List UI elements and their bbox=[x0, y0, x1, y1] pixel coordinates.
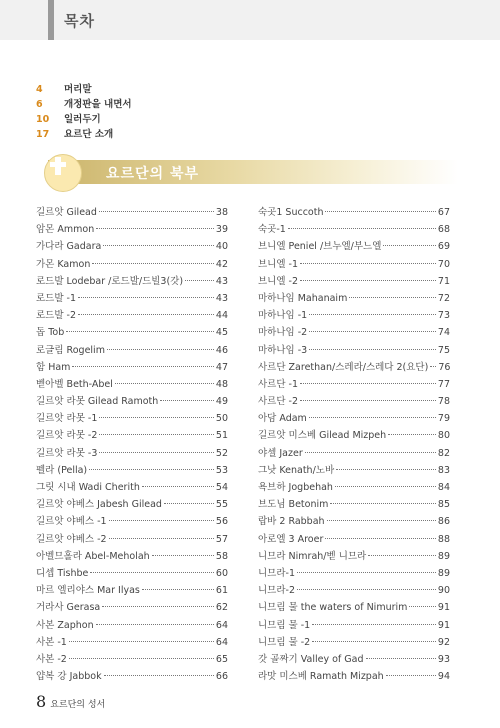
entry-title: 길르앗 라못 -2 bbox=[36, 430, 98, 442]
toc-label: 머리말 bbox=[64, 84, 92, 95]
entry-page-number: 77 bbox=[437, 378, 450, 390]
entry-title: 로글림 Rogelim bbox=[36, 344, 105, 356]
dot-leader bbox=[386, 675, 436, 676]
dot-leader bbox=[325, 538, 436, 539]
contents-entry[interactable] bbox=[258, 582, 450, 599]
entry-title: 아로엘 3 Aroer bbox=[258, 533, 324, 545]
toc-label: 일러두기 bbox=[64, 114, 101, 125]
entry-title: 브도님 Betonim bbox=[258, 499, 329, 511]
entry-page-number: 83 bbox=[437, 464, 450, 476]
contents-entry[interactable] bbox=[36, 410, 228, 427]
entry-title: 로드발 Lodebar /로드발/드빌3(갓) bbox=[36, 275, 184, 287]
dot-leader bbox=[115, 383, 214, 384]
toc-item[interactable] bbox=[36, 97, 132, 112]
entry-page-number: 47 bbox=[215, 361, 228, 373]
entry-title: 얍복 강 Jabbok bbox=[36, 671, 102, 683]
dot-leader bbox=[383, 245, 435, 246]
entry-page-number: 73 bbox=[437, 310, 450, 322]
contents-entry[interactable] bbox=[258, 634, 450, 651]
entry-page-number: 90 bbox=[437, 585, 450, 597]
dot-leader bbox=[142, 589, 214, 590]
dot-leader bbox=[300, 383, 436, 384]
contents-entry[interactable] bbox=[258, 531, 450, 548]
entry-title: 거라사 Gerasa bbox=[36, 602, 101, 614]
contents-entry[interactable] bbox=[258, 204, 450, 221]
contents-entry[interactable] bbox=[258, 290, 450, 307]
dot-leader bbox=[409, 606, 436, 607]
toc-item[interactable] bbox=[36, 82, 132, 97]
entry-title: 야셀 Jazer bbox=[258, 447, 303, 459]
dot-leader bbox=[90, 572, 214, 573]
contents-entry[interactable] bbox=[36, 496, 228, 513]
toc-item[interactable] bbox=[36, 127, 132, 142]
entry-page-number: 55 bbox=[215, 499, 228, 511]
contents-entry[interactable] bbox=[36, 342, 228, 359]
contents-entry[interactable] bbox=[36, 445, 228, 462]
entry-title: 로드발 -2 bbox=[36, 310, 77, 322]
dot-leader bbox=[327, 520, 436, 521]
dot-leader bbox=[109, 520, 214, 521]
contents-entry[interactable] bbox=[36, 290, 228, 307]
entry-title: 길르앗 라못 Gilead Ramoth bbox=[36, 396, 159, 408]
entry-page-number: 78 bbox=[437, 396, 450, 408]
contents-entry[interactable] bbox=[258, 479, 450, 496]
entry-title: 길르앗 야베스 Jabesh Gilead bbox=[36, 499, 162, 511]
contents-entry[interactable] bbox=[258, 462, 450, 479]
contents-entry[interactable] bbox=[36, 256, 228, 273]
entry-title: 갓 골짜기 Valley of Gad bbox=[258, 653, 364, 665]
entry-page-number: 85 bbox=[437, 499, 450, 511]
entry-page-number: 89 bbox=[437, 550, 450, 562]
dot-leader bbox=[78, 314, 214, 315]
entry-page-number: 43 bbox=[215, 292, 228, 304]
entry-page-number: 48 bbox=[215, 378, 228, 390]
contents-entry[interactable] bbox=[258, 359, 450, 376]
dot-leader bbox=[152, 555, 214, 556]
dot-leader bbox=[99, 211, 214, 212]
entry-title: 니므림 물 -2 bbox=[258, 636, 311, 648]
contents-entry[interactable] bbox=[258, 410, 450, 427]
contents-entry[interactable] bbox=[36, 359, 228, 376]
contents-entry[interactable] bbox=[36, 324, 228, 341]
entry-page-number: 58 bbox=[215, 550, 228, 562]
entry-title: 로드발 -1 bbox=[36, 292, 77, 304]
dot-leader bbox=[78, 297, 214, 298]
contents-entry[interactable] bbox=[258, 548, 450, 565]
dot-leader bbox=[99, 434, 214, 435]
toc-item[interactable] bbox=[36, 112, 132, 127]
toc-page-number: 17 bbox=[36, 129, 50, 140]
entry-page-number: 80 bbox=[437, 430, 450, 442]
entry-title: 숙곳1 Succoth bbox=[258, 207, 324, 218]
entry-title: 브니엘 -1 bbox=[258, 258, 299, 270]
contents-entry[interactable] bbox=[258, 273, 450, 290]
toc-page-number: 6 bbox=[36, 99, 43, 110]
entry-page-number: 68 bbox=[437, 224, 450, 236]
entry-title: 벧아벨 Beth-Abel bbox=[36, 378, 113, 390]
entry-page-number: 42 bbox=[215, 258, 228, 270]
dot-leader bbox=[69, 658, 214, 659]
entry-title: 브니엘 Peniel /브누엘/부느엘 bbox=[258, 241, 382, 253]
entry-title: 사르단 Zarethan/스레라/스레다 2(요단) bbox=[258, 361, 429, 373]
dot-leader bbox=[66, 331, 214, 332]
contents-entry[interactable] bbox=[258, 513, 450, 530]
section-banner bbox=[48, 160, 458, 184]
entry-page-number: 53 bbox=[215, 464, 228, 476]
entry-title: 사본 -2 bbox=[36, 653, 67, 665]
entry-page-number: 46 bbox=[215, 344, 228, 356]
dot-leader bbox=[325, 211, 435, 212]
dot-leader bbox=[185, 280, 214, 281]
contents-entry[interactable] bbox=[258, 599, 450, 616]
footer-book-title: 요르단의 성서 bbox=[50, 700, 106, 710]
entry-title: 길르앗 Gilead bbox=[36, 207, 97, 218]
dot-leader bbox=[335, 486, 436, 487]
entry-page-number: 71 bbox=[437, 275, 450, 287]
entry-title: 사본 -1 bbox=[36, 636, 67, 648]
dot-leader bbox=[368, 555, 436, 556]
footer-page-number: 8 bbox=[36, 692, 47, 711]
contents-entry[interactable] bbox=[36, 273, 228, 290]
entry-page-number: 84 bbox=[437, 482, 450, 493]
dot-leader bbox=[160, 400, 214, 401]
contents-column-right bbox=[258, 204, 450, 685]
entry-page-number: 65 bbox=[215, 653, 228, 665]
header-accent-stripe bbox=[48, 0, 54, 40]
contents-entry[interactable] bbox=[36, 651, 228, 668]
entry-title: 펠라 (Pella) bbox=[36, 464, 88, 476]
entry-title: 니므라 Nimrah/벧 니므라 bbox=[258, 550, 367, 562]
entry-title: 마하나임 Mahanaim bbox=[258, 292, 348, 304]
entry-page-number: 74 bbox=[437, 327, 450, 339]
dot-leader bbox=[96, 624, 214, 625]
entry-title: 길르앗 미스베 Gilead Mizpeh bbox=[258, 430, 387, 442]
contents-entry[interactable] bbox=[258, 668, 450, 685]
entry-page-number: 67 bbox=[437, 207, 450, 218]
entry-page-number: 91 bbox=[437, 619, 450, 631]
dot-leader bbox=[109, 538, 214, 539]
entry-page-number: 52 bbox=[215, 447, 228, 459]
dot-leader bbox=[99, 452, 214, 453]
contents-entry[interactable] bbox=[258, 651, 450, 668]
contents-entry[interactable] bbox=[36, 617, 228, 634]
entry-title: 랍바 2 Rabbah bbox=[258, 516, 325, 528]
entry-title: 니므림 물 -1 bbox=[258, 619, 311, 631]
entry-title: 길르앗 라못 -1 bbox=[36, 413, 98, 425]
toc-page-number: 10 bbox=[36, 114, 50, 125]
dot-leader bbox=[103, 245, 214, 246]
contents-entry[interactable] bbox=[36, 307, 228, 324]
cross-icon bbox=[44, 154, 82, 192]
dot-leader bbox=[72, 366, 213, 367]
entry-title: 가몬 Kamon bbox=[36, 258, 91, 270]
entry-title: 사르단 -1 bbox=[258, 378, 299, 390]
entry-page-number: 88 bbox=[437, 533, 450, 545]
contents-entry[interactable] bbox=[36, 565, 228, 582]
entry-page-number: 76 bbox=[438, 361, 451, 373]
dot-leader bbox=[336, 469, 436, 470]
entry-title: 마하나임 -1 bbox=[258, 310, 308, 322]
entry-title: 길르앗 야베스 -1 bbox=[36, 516, 107, 528]
entry-title: 니므라-1 bbox=[258, 567, 296, 579]
dot-leader bbox=[366, 658, 436, 659]
dot-leader bbox=[142, 486, 214, 487]
contents-entry[interactable] bbox=[36, 634, 228, 651]
contents-entry[interactable] bbox=[258, 376, 450, 393]
contents-entry[interactable] bbox=[36, 548, 228, 565]
dot-leader bbox=[309, 349, 436, 350]
entry-page-number: 44 bbox=[215, 310, 228, 322]
entry-page-number: 69 bbox=[437, 241, 450, 253]
entry-page-number: 91 bbox=[437, 602, 450, 614]
entry-title: 함 Ham bbox=[36, 361, 71, 373]
contents-entry[interactable] bbox=[36, 376, 228, 393]
contents-entry[interactable] bbox=[258, 445, 450, 462]
entry-title: 아담 Adam bbox=[258, 413, 307, 425]
page-title: 목차 bbox=[64, 12, 95, 30]
contents-entry[interactable] bbox=[258, 324, 450, 341]
dot-leader bbox=[69, 641, 214, 642]
entry-page-number: 45 bbox=[215, 327, 228, 339]
contents-entry[interactable] bbox=[36, 221, 228, 238]
entry-title: 니므라-2 bbox=[258, 585, 296, 597]
entry-title: 암몬 Ammon bbox=[36, 224, 95, 236]
entry-page-number: 92 bbox=[437, 636, 450, 648]
dot-leader bbox=[309, 314, 436, 315]
dot-leader bbox=[309, 417, 436, 418]
section-title: 요르단의 북부 bbox=[106, 166, 200, 182]
entry-page-number: 64 bbox=[215, 636, 228, 648]
page-footer bbox=[36, 692, 105, 711]
dot-leader bbox=[99, 417, 214, 418]
contents-entry[interactable] bbox=[36, 531, 228, 548]
contents-entry[interactable] bbox=[258, 427, 450, 444]
dot-leader bbox=[297, 589, 436, 590]
entry-title: 라맛 미스베 Ramath Mizpah bbox=[258, 671, 384, 683]
dot-leader bbox=[330, 503, 436, 504]
dot-leader bbox=[388, 434, 436, 435]
dot-leader bbox=[89, 469, 214, 470]
entry-page-number: 40 bbox=[215, 241, 228, 253]
entry-page-number: 70 bbox=[437, 258, 450, 270]
contents-entry[interactable] bbox=[36, 204, 228, 221]
entry-title: 길르앗 라못 -3 bbox=[36, 447, 98, 459]
entry-title: 욕브하 Jogbehah bbox=[258, 482, 333, 493]
dot-leader bbox=[349, 297, 436, 298]
entry-page-number: 66 bbox=[215, 671, 228, 683]
contents-entry[interactable] bbox=[36, 462, 228, 479]
entry-title: 숙곳-1 bbox=[258, 224, 286, 236]
contents-entry[interactable] bbox=[258, 617, 450, 634]
entry-page-number: 61 bbox=[215, 585, 228, 597]
dot-leader bbox=[305, 452, 436, 453]
entry-title: 그낫 Kenath/노바 bbox=[258, 464, 335, 476]
entry-page-number: 60 bbox=[215, 567, 228, 579]
entry-title: 디셉 Tishbe bbox=[36, 567, 89, 579]
entry-page-number: 72 bbox=[437, 292, 450, 304]
entry-page-number: 62 bbox=[215, 602, 228, 614]
contents-column-left bbox=[36, 204, 228, 685]
entry-title: 가다라 Gadara bbox=[36, 241, 102, 253]
contents-entry[interactable] bbox=[36, 599, 228, 616]
contents-entry[interactable] bbox=[36, 238, 228, 255]
entry-page-number: 57 bbox=[215, 533, 228, 545]
entry-page-number: 89 bbox=[437, 567, 450, 579]
entry-page-number: 56 bbox=[215, 516, 228, 528]
entry-page-number: 75 bbox=[437, 344, 450, 356]
entry-title: 마르 엘리야스 Mar Ilyas bbox=[36, 585, 140, 597]
toc-label: 요르단 소개 bbox=[64, 129, 114, 140]
dot-leader bbox=[309, 331, 436, 332]
contents-entry[interactable] bbox=[258, 238, 450, 255]
dot-leader bbox=[300, 263, 436, 264]
dot-leader bbox=[300, 400, 436, 401]
dot-leader bbox=[288, 228, 436, 229]
contents-entry[interactable] bbox=[36, 479, 228, 496]
contents-entry[interactable] bbox=[36, 393, 228, 410]
entry-page-number: 39 bbox=[215, 224, 228, 236]
contents-entry[interactable] bbox=[258, 342, 450, 359]
entry-page-number: 82 bbox=[437, 447, 450, 459]
dot-leader bbox=[164, 503, 214, 504]
entry-title: 브니엘 -2 bbox=[258, 275, 299, 287]
dot-leader bbox=[104, 675, 214, 676]
entry-title: 니므림 물 the waters of Nimurim bbox=[258, 602, 408, 614]
entry-page-number: 49 bbox=[215, 396, 228, 408]
dot-leader bbox=[297, 572, 436, 573]
contents-entry[interactable] bbox=[258, 565, 450, 582]
entry-page-number: 93 bbox=[437, 653, 450, 665]
contents-entry[interactable] bbox=[36, 668, 228, 685]
front-matter-list bbox=[36, 82, 132, 142]
dot-leader bbox=[107, 349, 214, 350]
entry-title: 아벨므홀라 Abel-Meholah bbox=[36, 550, 150, 562]
dot-leader bbox=[102, 606, 214, 607]
contents-entry[interactable] bbox=[258, 221, 450, 238]
entry-title: 마하나임 -2 bbox=[258, 327, 308, 339]
contents-entry[interactable] bbox=[258, 256, 450, 273]
entry-page-number: 64 bbox=[215, 619, 228, 631]
contents-entry[interactable] bbox=[258, 307, 450, 324]
entry-page-number: 54 bbox=[215, 482, 228, 493]
entry-page-number: 43 bbox=[215, 275, 228, 287]
dot-leader bbox=[430, 366, 436, 367]
dot-leader bbox=[92, 263, 214, 264]
dot-leader bbox=[312, 641, 436, 642]
entry-title: 그릿 시내 Wadi Cherith bbox=[36, 482, 140, 493]
entry-title: 사르단 -2 bbox=[258, 396, 299, 408]
contents-entry[interactable] bbox=[258, 496, 450, 513]
dot-leader bbox=[96, 228, 214, 229]
entry-title: 사본 Zaphon bbox=[36, 619, 94, 631]
entry-page-number: 38 bbox=[215, 207, 228, 218]
entry-title: 마하나임 -3 bbox=[258, 344, 308, 356]
entry-page-number: 51 bbox=[215, 430, 228, 442]
entry-page-number: 79 bbox=[437, 413, 450, 425]
entry-title: 길르앗 야베스 -2 bbox=[36, 533, 107, 545]
toc-page-number: 4 bbox=[36, 84, 43, 95]
dot-leader bbox=[312, 624, 436, 625]
entry-page-number: 94 bbox=[437, 671, 450, 683]
contents-entry[interactable] bbox=[36, 513, 228, 530]
contents-entry[interactable] bbox=[36, 427, 228, 444]
entry-title: 돕 Tob bbox=[36, 327, 65, 339]
dot-leader bbox=[300, 280, 436, 281]
contents-entry[interactable] bbox=[36, 582, 228, 599]
entry-page-number: 50 bbox=[215, 413, 228, 425]
toc-label: 개정판을 내면서 bbox=[64, 99, 132, 110]
entry-page-number: 86 bbox=[437, 516, 450, 528]
contents-entry[interactable] bbox=[258, 393, 450, 410]
